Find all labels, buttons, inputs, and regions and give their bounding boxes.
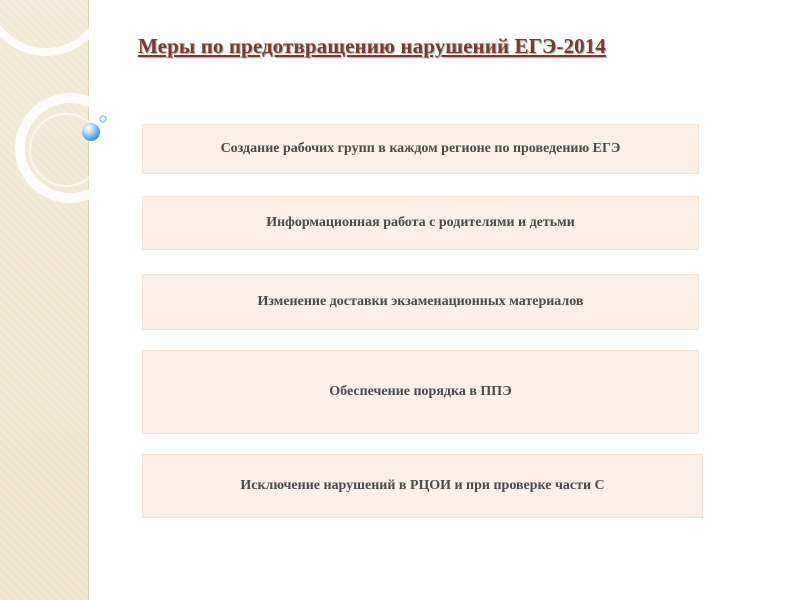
measure-box-order-ppe: Обеспечение порядка в ППЭ	[142, 350, 699, 434]
slide-title: Меры по предотвращению нарушений ЕГЭ-2014	[138, 34, 606, 58]
measure-box-exclusion-violations: Исключение нарушений в РЦОИ и при проверке части С	[142, 454, 703, 518]
measure-box-working-groups: Создание рабочих групп в каждом регионе по проведению ЕГЭ	[142, 124, 699, 174]
decorative-ring-top	[0, 0, 106, 52]
decorative-ring-large	[20, 98, 120, 198]
measure-box-delivery-change: Изменение доставки экзаменационных материалов	[142, 274, 699, 330]
decorative-circles	[0, 0, 140, 230]
bubble-icon	[82, 123, 100, 141]
measure-box-information-work: Информационная работа с родителями и детьми	[142, 196, 699, 250]
